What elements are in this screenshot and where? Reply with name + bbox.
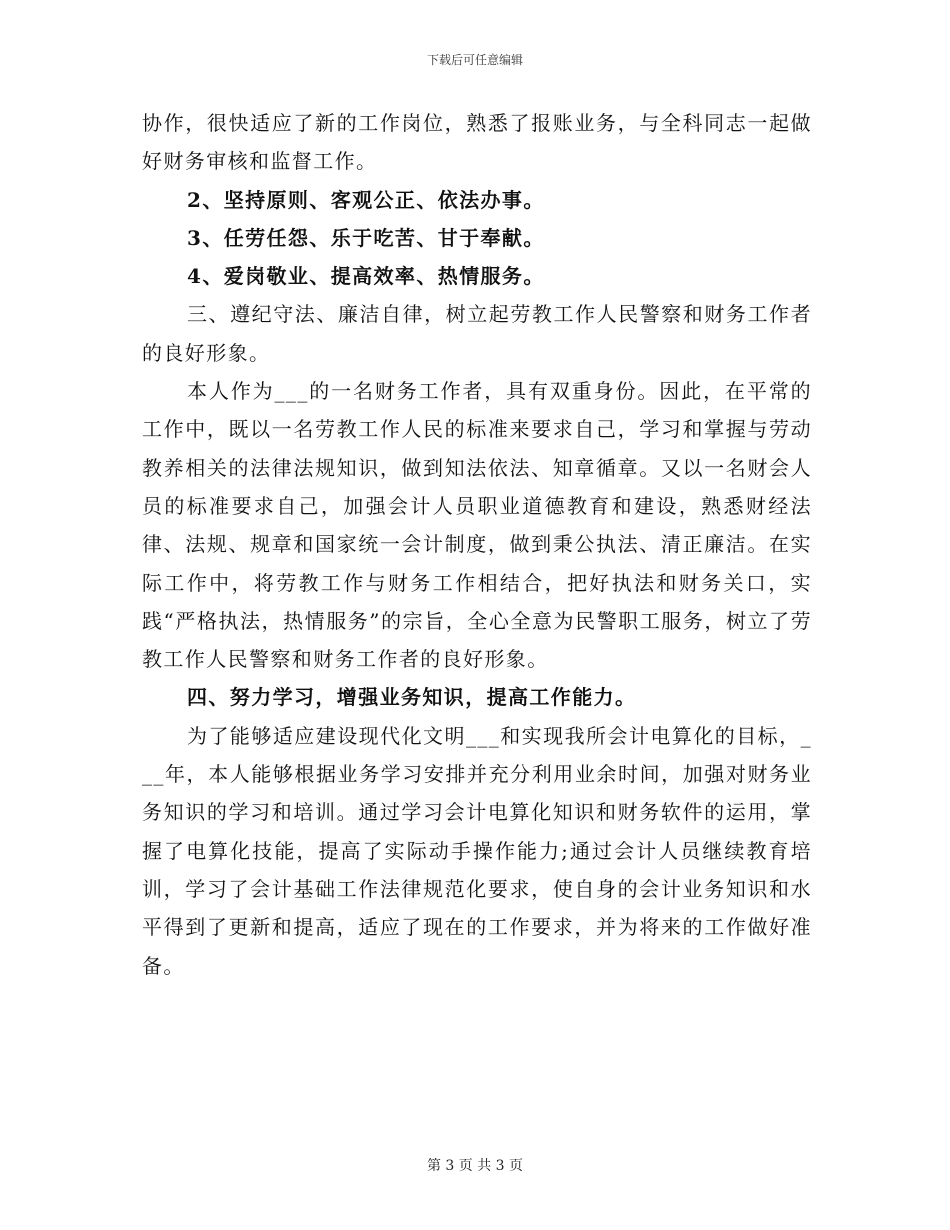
paragraph-continuation: 协作，很快适应了新的工作岗位，熟悉了报账业务，与全科同志一起做好财务审核和监督工作。 [142, 111, 812, 174]
heading-item-3: 3、任劳任怨、乐于吃苦、甘于奉献。 [187, 225, 545, 250]
section-three-heading: 三、遵纪守法、廉洁自律，树立起劳教工作人民警察和财务工作者的良好形象。 [142, 302, 812, 365]
section-four-heading: 四、努力学习，增强业务知识，提高工作能力。 [187, 685, 637, 710]
document-body [142, 104, 812, 985]
paragraph-dual-identity: 本人作为___的一名财务工作者，具有双重身份。因此，在平常的工作中，既以一名劳教工作人民的标准来要求自己，学习和掌握与劳动教养相关的法律法规知识，做到知法依法、知章循章。又以一名财会人员的标准要求自己，加强会计人员职业道德教育和建设，熟悉财经法律、法规、规章和国家统一会计制度，做到秉公执法、清正廉洁。在实际工作中，将劳教工作与财务工作相结合，把好执法和财务关口，实践“严格执法，热情服务”的宗旨，全心全意为民警职工服务，树立了劳教工作人民警察和财务工作者的良好形象。 [142, 379, 812, 672]
heading-item-2: 2、坚持原则、客观公正、依法办事。 [187, 187, 545, 212]
page-footer: 第 3 页 共 3 页 [426, 1158, 524, 1174]
paragraph-learning: 为了能够适应建设现代化文明___和实现我所会计电算化的目标，___年，本人能够根据业务学习安排并充分利用业余时间，加强对财务业务知识的学习和培训。通过学习会计电算化知识和财务软件的运用，掌握了电算化技能，提高了实际动手操作能力;通过会计人员继续教育培训，学习了会计基础工作法律规范化要求，使自身的会计业务知识和水平得到了更新和提高，适应了现在的工作要求，并为将来的工作做好准备。 [142, 723, 812, 978]
page-header: 下载后可任意编辑 [426, 53, 523, 67]
heading-item-4: 4、爱岗敬业、提高效率、热情服务。 [187, 264, 545, 289]
